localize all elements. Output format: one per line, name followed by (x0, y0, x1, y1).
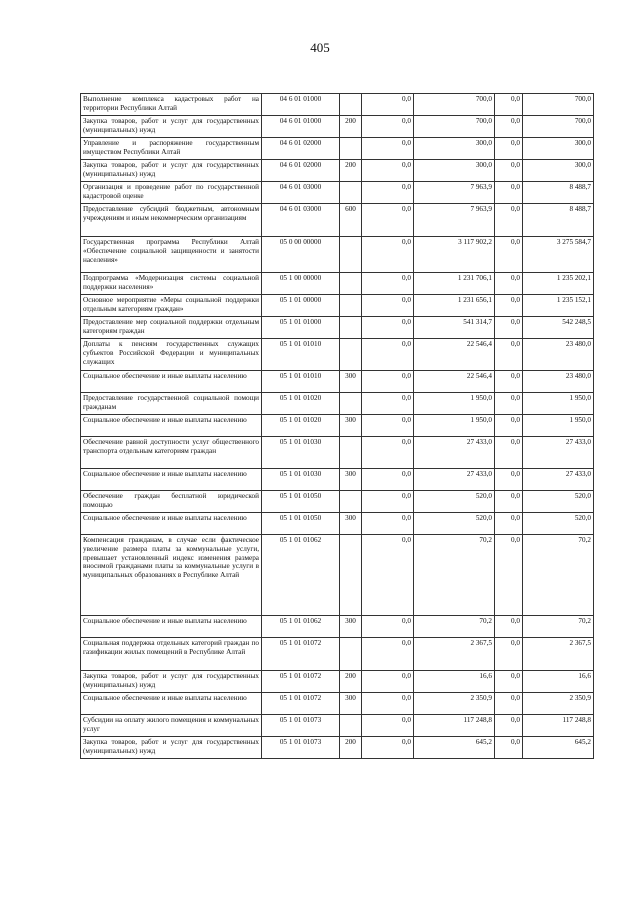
row-value-1-cell: 0,0 (362, 317, 414, 339)
row-value-3-cell: 0,0 (495, 393, 523, 415)
row-expense-type-cell (340, 94, 362, 116)
row-value-4-cell: 23 480,0 (523, 371, 594, 393)
row-expense-type-cell (340, 535, 362, 616)
row-expense-type-cell (340, 393, 362, 415)
row-value-4-cell: 8 488,7 (523, 182, 594, 204)
table-row (81, 469, 594, 491)
row-name-cell: Обеспечение граждан бесплатной юридической помощью (81, 491, 262, 513)
row-value-3-cell: 0,0 (495, 693, 523, 715)
row-expense-type-cell (340, 138, 362, 160)
table-row (81, 513, 594, 535)
row-value-3-cell: 0,0 (495, 437, 523, 469)
row-code-cell: 05 1 01 01010 (262, 371, 340, 393)
row-value-2-cell: 520,0 (414, 491, 495, 513)
row-value-1-cell: 0,0 (362, 237, 414, 273)
row-value-2-cell: 541 314,7 (414, 317, 495, 339)
row-value-3-cell: 0,0 (495, 671, 523, 693)
row-value-1-cell: 0,0 (362, 204, 414, 237)
row-value-1-cell: 0,0 (362, 491, 414, 513)
row-expense-type-cell: 300 (340, 616, 362, 638)
row-value-2-cell: 3 117 902,2 (414, 237, 495, 273)
row-value-4-cell: 117 248,8 (523, 715, 594, 737)
row-value-1-cell: 0,0 (362, 160, 414, 182)
row-name-cell: Социальное обеспечение и иные выплаты населению (81, 693, 262, 715)
table-row (81, 138, 594, 160)
row-expense-type-cell: 300 (340, 469, 362, 491)
row-value-2-cell: 117 248,8 (414, 715, 495, 737)
row-name-cell: Доплаты к пенсиям государственных служащих субъектов Российской Федерации и муниципальных служащих (81, 339, 262, 371)
row-name-cell: Социальное обеспечение и иные выплаты населению (81, 469, 262, 491)
row-value-4-cell: 1 235 152,1 (523, 295, 594, 317)
row-value-2-cell: 520,0 (414, 513, 495, 535)
row-code-cell: 05 1 01 00000 (262, 295, 340, 317)
row-value-1-cell: 0,0 (362, 715, 414, 737)
table-row (81, 339, 594, 371)
row-value-1-cell: 0,0 (362, 737, 414, 759)
row-value-3-cell: 0,0 (495, 371, 523, 393)
row-value-3-cell: 0,0 (495, 469, 523, 491)
budget-table (80, 93, 594, 759)
row-expense-type-cell: 300 (340, 415, 362, 437)
row-expense-type-cell (340, 339, 362, 371)
row-expense-type-cell: 200 (340, 160, 362, 182)
row-value-3-cell: 0,0 (495, 138, 523, 160)
row-code-cell: 05 1 01 01072 (262, 638, 340, 671)
row-value-3-cell: 0,0 (495, 737, 523, 759)
row-name-cell: Субсидии на оплату жилого помещения и коммунальных услуг (81, 715, 262, 737)
row-code-cell: 05 1 01 01062 (262, 535, 340, 616)
row-value-2-cell: 27 433,0 (414, 469, 495, 491)
row-value-1-cell: 0,0 (362, 94, 414, 116)
row-value-4-cell: 70,2 (523, 616, 594, 638)
row-value-1-cell: 0,0 (362, 616, 414, 638)
row-value-4-cell: 1 235 202,1 (523, 273, 594, 295)
row-value-3-cell: 0,0 (495, 638, 523, 671)
row-value-3-cell: 0,0 (495, 616, 523, 638)
row-value-4-cell: 542 248,5 (523, 317, 594, 339)
row-name-cell: Предоставление мер социальной поддержки отдельным категориям граждан (81, 317, 262, 339)
table-row (81, 182, 594, 204)
table-row (81, 94, 594, 116)
row-value-1-cell: 0,0 (362, 295, 414, 317)
row-value-4-cell: 700,0 (523, 116, 594, 138)
row-value-2-cell: 7 963,9 (414, 182, 495, 204)
row-value-3-cell: 0,0 (495, 415, 523, 437)
table-row (81, 737, 594, 759)
table-row (81, 273, 594, 295)
row-code-cell: 04 6 01 03000 (262, 204, 340, 237)
row-expense-type-cell (340, 491, 362, 513)
row-value-2-cell: 22 546,4 (414, 371, 495, 393)
row-code-cell: 04 6 01 03000 (262, 182, 340, 204)
row-name-cell: Предоставление государственной социальной помощи гражданам (81, 393, 262, 415)
row-value-3-cell: 0,0 (495, 182, 523, 204)
row-value-1-cell: 0,0 (362, 693, 414, 715)
row-value-4-cell: 3 275 584,7 (523, 237, 594, 273)
table-row (81, 371, 594, 393)
row-code-cell: 05 1 01 01062 (262, 616, 340, 638)
row-value-3-cell: 0,0 (495, 317, 523, 339)
row-value-4-cell: 2 350,9 (523, 693, 594, 715)
row-value-1-cell: 0,0 (362, 339, 414, 371)
row-value-2-cell: 7 963,9 (414, 204, 495, 237)
row-code-cell: 05 0 00 00000 (262, 237, 340, 273)
row-code-cell: 04 6 01 01000 (262, 94, 340, 116)
row-expense-type-cell: 200 (340, 116, 362, 138)
row-name-cell: Подпрограмма «Модернизация системы социальной поддержки населения» (81, 273, 262, 295)
row-name-cell: Закупка товаров, работ и услуг для государственных (муниципальных) нужд (81, 671, 262, 693)
row-expense-type-cell (340, 295, 362, 317)
row-name-cell: Социальная поддержка отдельных категорий граждан по газификации жилых помещений в Республике Алтай (81, 638, 262, 671)
row-name-cell: Компенсация гражданам, в случае если фактическое увеличение размера платы за коммунальные услуги, превышает установленный индекс изменения размера вносимой гражданами платы за коммунальные услуги в муниципальных образованиях в Республике Алтай (81, 535, 262, 616)
row-value-1-cell: 0,0 (362, 415, 414, 437)
row-value-4-cell: 27 433,0 (523, 469, 594, 491)
row-expense-type-cell: 200 (340, 737, 362, 759)
row-expense-type-cell: 200 (340, 671, 362, 693)
row-expense-type-cell (340, 273, 362, 295)
row-value-2-cell: 2 367,5 (414, 638, 495, 671)
row-expense-type-cell (340, 638, 362, 671)
row-expense-type-cell (340, 715, 362, 737)
row-value-3-cell: 0,0 (495, 513, 523, 535)
row-value-2-cell: 300,0 (414, 138, 495, 160)
row-name-cell: Социальное обеспечение и иные выплаты населению (81, 616, 262, 638)
row-value-3-cell: 0,0 (495, 535, 523, 616)
row-code-cell: 05 1 01 01050 (262, 513, 340, 535)
row-value-2-cell: 300,0 (414, 160, 495, 182)
row-value-4-cell: 520,0 (523, 513, 594, 535)
row-value-2-cell: 700,0 (414, 116, 495, 138)
row-value-2-cell: 70,2 (414, 535, 495, 616)
table-row (81, 237, 594, 273)
row-code-cell: 05 1 01 01010 (262, 339, 340, 371)
row-name-cell: Социальное обеспечение и иные выплаты населению (81, 371, 262, 393)
table-row (81, 317, 594, 339)
row-code-cell: 05 1 01 01050 (262, 491, 340, 513)
row-value-4-cell: 520,0 (523, 491, 594, 513)
row-value-3-cell: 0,0 (495, 237, 523, 273)
table-row (81, 693, 594, 715)
row-value-2-cell: 645,2 (414, 737, 495, 759)
row-code-cell: 04 6 01 02000 (262, 160, 340, 182)
row-value-1-cell: 0,0 (362, 116, 414, 138)
row-value-4-cell: 1 950,0 (523, 415, 594, 437)
row-value-1-cell: 0,0 (362, 513, 414, 535)
table-row (81, 204, 594, 237)
row-value-1-cell: 0,0 (362, 535, 414, 616)
row-name-cell: Государственная программа Республики Алтай «Обеспечение социальной защищенности и занятости населения» (81, 237, 262, 273)
row-code-cell: 05 1 01 01030 (262, 469, 340, 491)
row-value-2-cell: 16,6 (414, 671, 495, 693)
row-code-cell: 05 1 01 01072 (262, 693, 340, 715)
row-value-3-cell: 0,0 (495, 204, 523, 237)
row-expense-type-cell (340, 437, 362, 469)
row-name-cell: Предоставление субсидий бюджетным, автономным учреждениям и иным некоммерческим организациям (81, 204, 262, 237)
row-value-3-cell: 0,0 (495, 295, 523, 317)
row-value-3-cell: 0,0 (495, 273, 523, 295)
row-value-2-cell: 2 350,9 (414, 693, 495, 715)
table-row (81, 638, 594, 671)
row-expense-type-cell (340, 182, 362, 204)
table-row (81, 295, 594, 317)
row-value-3-cell: 0,0 (495, 160, 523, 182)
row-code-cell: 05 1 01 01030 (262, 437, 340, 469)
page-number: 405 (310, 40, 330, 55)
row-code-cell: 04 6 01 01000 (262, 116, 340, 138)
row-code-cell: 05 1 01 01000 (262, 317, 340, 339)
table-row (81, 715, 594, 737)
table-row (81, 415, 594, 437)
row-expense-type-cell: 300 (340, 693, 362, 715)
row-value-1-cell: 0,0 (362, 469, 414, 491)
row-name-cell: Выполнение комплекса кадастровых работ на территории Республики Алтай (81, 94, 262, 116)
row-value-2-cell: 700,0 (414, 94, 495, 116)
row-value-2-cell: 22 546,4 (414, 339, 495, 371)
row-value-3-cell: 0,0 (495, 94, 523, 116)
row-code-cell: 05 1 01 01020 (262, 393, 340, 415)
row-value-1-cell: 0,0 (362, 671, 414, 693)
row-name-cell: Обеспечение равной доступности услуг общественного транспорта отдельным категориям граждан (81, 437, 262, 469)
row-name-cell: Социальное обеспечение и иные выплаты населению (81, 415, 262, 437)
row-value-1-cell: 0,0 (362, 182, 414, 204)
row-value-4-cell: 23 480,0 (523, 339, 594, 371)
row-expense-type-cell: 300 (340, 513, 362, 535)
row-value-4-cell: 8 488,7 (523, 204, 594, 237)
table-row (81, 671, 594, 693)
row-name-cell: Организация и проведение работ по государственной кадастровой оценке (81, 182, 262, 204)
row-name-cell: Управление и распоряжение государственным имуществом Республики Алтай (81, 138, 262, 160)
row-value-1-cell: 0,0 (362, 638, 414, 671)
row-value-1-cell: 0,0 (362, 393, 414, 415)
table-row (81, 491, 594, 513)
row-value-3-cell: 0,0 (495, 339, 523, 371)
row-name-cell: Закупка товаров, работ и услуг для государственных (муниципальных) нужд (81, 160, 262, 182)
row-value-1-cell: 0,0 (362, 138, 414, 160)
row-code-cell: 05 1 01 01020 (262, 415, 340, 437)
table-row (81, 393, 594, 415)
row-expense-type-cell (340, 237, 362, 273)
row-name-cell: Закупка товаров, работ и услуг для государственных (муниципальных) нужд (81, 116, 262, 138)
row-value-4-cell: 700,0 (523, 94, 594, 116)
table-row (81, 535, 594, 616)
row-value-4-cell: 27 433,0 (523, 437, 594, 469)
row-code-cell: 04 6 01 02000 (262, 138, 340, 160)
row-value-4-cell: 300,0 (523, 138, 594, 160)
row-name-cell: Социальное обеспечение и иные выплаты населению (81, 513, 262, 535)
row-value-2-cell: 1 950,0 (414, 415, 495, 437)
row-code-cell: 05 1 01 01073 (262, 737, 340, 759)
table-row (81, 437, 594, 469)
row-value-1-cell: 0,0 (362, 273, 414, 295)
row-expense-type-cell: 300 (340, 371, 362, 393)
table-row (81, 616, 594, 638)
row-expense-type-cell (340, 317, 362, 339)
row-value-4-cell: 70,2 (523, 535, 594, 616)
row-code-cell: 05 1 01 01072 (262, 671, 340, 693)
row-value-2-cell: 70,2 (414, 616, 495, 638)
row-value-4-cell: 1 950,0 (523, 393, 594, 415)
row-code-cell: 05 1 01 01073 (262, 715, 340, 737)
row-value-3-cell: 0,0 (495, 116, 523, 138)
row-value-3-cell: 0,0 (495, 715, 523, 737)
budget-table-body (81, 94, 594, 759)
row-value-3-cell: 0,0 (495, 491, 523, 513)
row-value-2-cell: 1 231 656,1 (414, 295, 495, 317)
row-value-2-cell: 1 950,0 (414, 393, 495, 415)
row-value-2-cell: 1 231 706,1 (414, 273, 495, 295)
row-value-4-cell: 2 367,5 (523, 638, 594, 671)
row-value-4-cell: 16,6 (523, 671, 594, 693)
row-value-2-cell: 27 433,0 (414, 437, 495, 469)
row-value-1-cell: 0,0 (362, 437, 414, 469)
row-name-cell: Основное мероприятие «Меры социальной поддержки отдельным категориям граждан» (81, 295, 262, 317)
row-value-1-cell: 0,0 (362, 371, 414, 393)
row-name-cell: Закупка товаров, работ и услуг для государственных (муниципальных) нужд (81, 737, 262, 759)
row-value-4-cell: 300,0 (523, 160, 594, 182)
table-row (81, 160, 594, 182)
table-row (81, 116, 594, 138)
row-expense-type-cell: 600 (340, 204, 362, 237)
row-code-cell: 05 1 00 00000 (262, 273, 340, 295)
row-value-4-cell: 645,2 (523, 737, 594, 759)
